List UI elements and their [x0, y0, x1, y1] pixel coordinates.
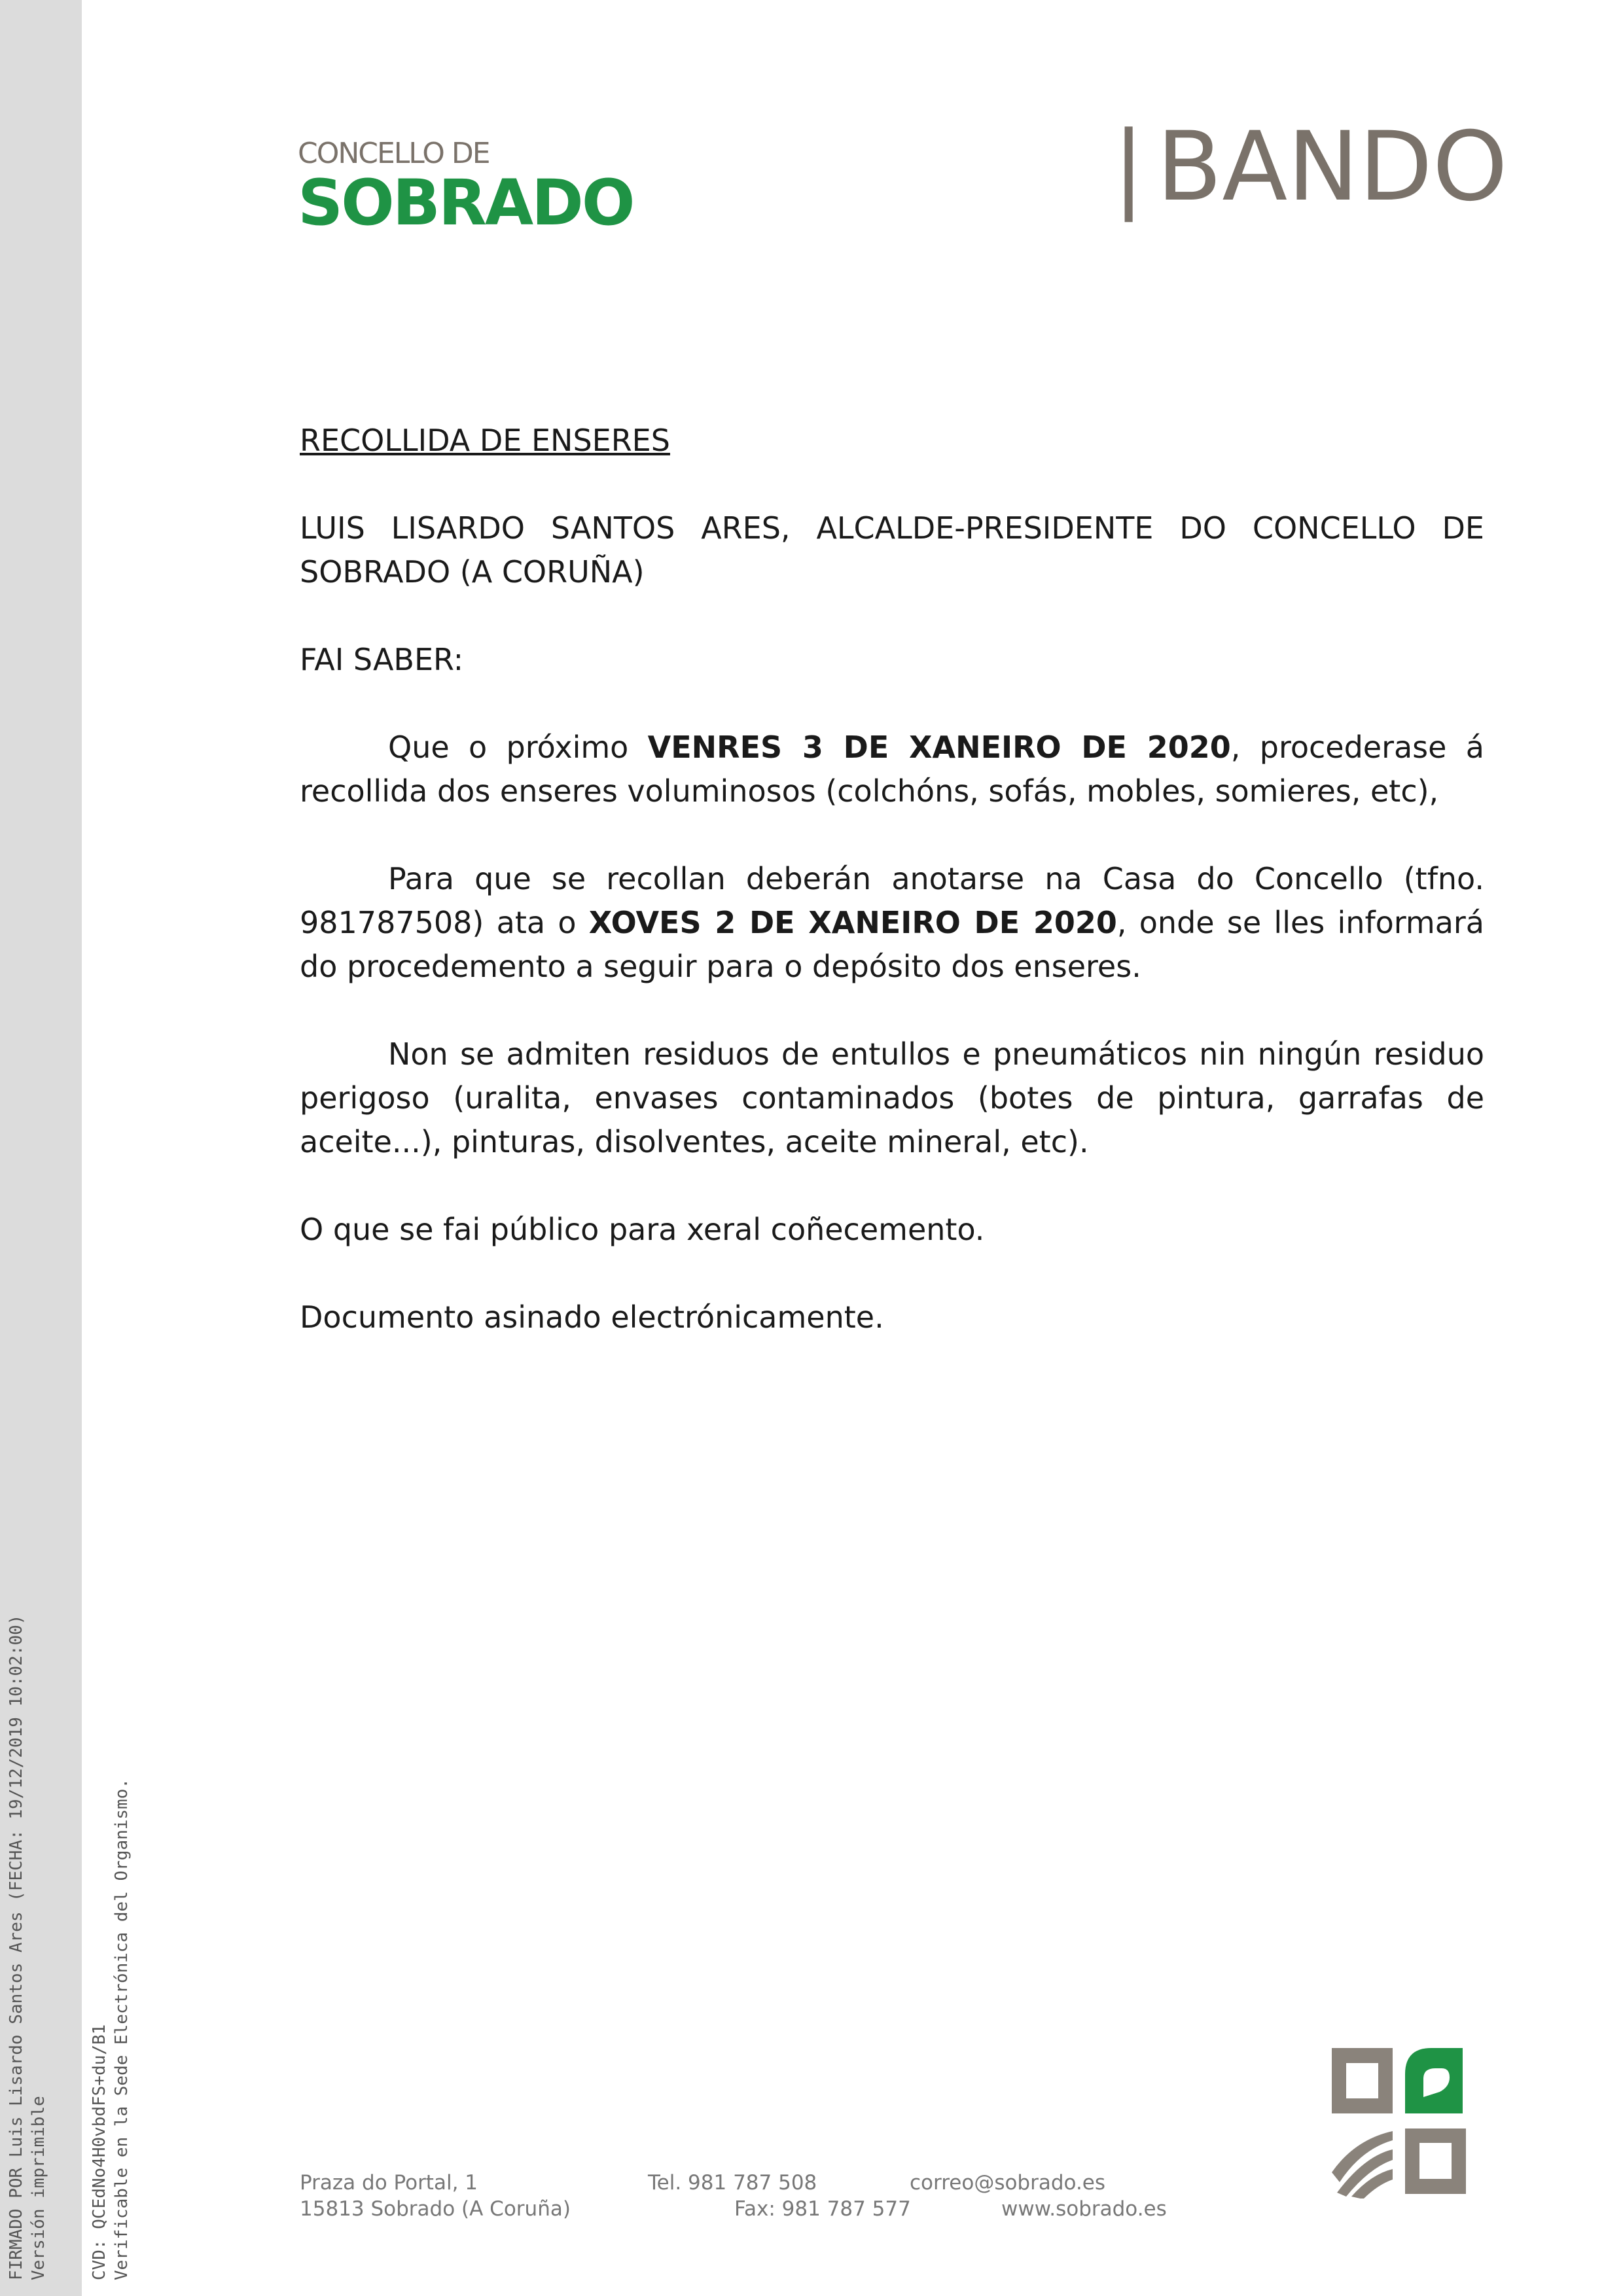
- paragraph-signature-note: Documento asinado electrónicamente.: [300, 1299, 884, 1335]
- paragraph-collection-date: [300, 726, 1484, 813]
- footer-contact: [910, 2170, 1167, 2222]
- cvd-code: CVD: QCEdNo4H0vbdFS+du/B1: [90, 2024, 109, 2280]
- concello-emblem-icon: [1332, 2045, 1466, 2199]
- concello-logo: [298, 137, 633, 239]
- announcement-intro: FAI SABER:: [300, 642, 464, 677]
- logo-line-1: CONCELLO DE: [298, 137, 490, 170]
- verification-note: Verificable en la Sede Electrónica del Organismo.: [112, 1778, 132, 2280]
- document-title: RECOLLIDA DE ENSERES: [300, 423, 670, 458]
- footer-phones: [648, 2170, 911, 2222]
- paragraph-public-notice: O que se fai público para xeral coñecemento.: [300, 1212, 985, 1247]
- logo-line-2: SOBRADO: [298, 166, 633, 239]
- signature-line: FIRMADO POR Luis Lisardo Santos Ares (FECHA: 19/12/2019 10:02:00): [7, 1614, 26, 2280]
- registration-deadline: XOVES 2 DE XANEIRO DE 2020: [588, 905, 1117, 940]
- p2-text-a: Para que se recollan deberán anotarse na Casa do Concello (tfno. 981787508) ata o: [300, 861, 1484, 940]
- author-line: LUIS LISARDO SANTOS ARES, ALCALDE-PRESIDENTE DO CONCELLO DE SOBRADO (A CORUÑA): [300, 510, 1484, 590]
- email-address[interactable]: correo@sobrado.es: [910, 2171, 1106, 2195]
- paragraph-exclusions: Non se admiten residuos de entullos e pneumáticos nin ningún residuo perigoso (uralita, envases contaminados (botes de pintura, garrafas de aceite...), pinturas, disolventes, aceite mineral, etc).: [300, 1036, 1484, 1159]
- address-line-2: 15813 Sobrado (A Coruña): [300, 2197, 571, 2221]
- website-link[interactable]: www.sobrado.es: [1001, 2197, 1167, 2221]
- footer-address: [300, 2170, 571, 2222]
- p1-text-a: Que o próximo: [388, 730, 648, 765]
- phone-number: Tel. 981 787 508: [648, 2171, 817, 2195]
- document-type-heading: [1113, 108, 1508, 226]
- fax-number: Fax: 981 787 577: [734, 2197, 911, 2221]
- address-line-1: Praza do Portal, 1: [300, 2171, 478, 2195]
- document-body: [300, 419, 1484, 1339]
- p2-text-b: , onde se lles informará do procedemento a seguir para o depósito dos enseres.: [300, 905, 1484, 984]
- heading-bar: |: [1113, 111, 1145, 222]
- printable-version-note: Versión imprimible: [29, 2096, 48, 2280]
- collection-date: VENRES 3 DE XANEIRO DE 2020: [647, 730, 1231, 765]
- p1-text-b: , procederase á recollida dos enseres voluminosos (colchóns, sofás, mobles, somieres, etc),: [300, 730, 1484, 809]
- paragraph-registration: [300, 857, 1484, 989]
- document-type: BANDO: [1156, 111, 1508, 222]
